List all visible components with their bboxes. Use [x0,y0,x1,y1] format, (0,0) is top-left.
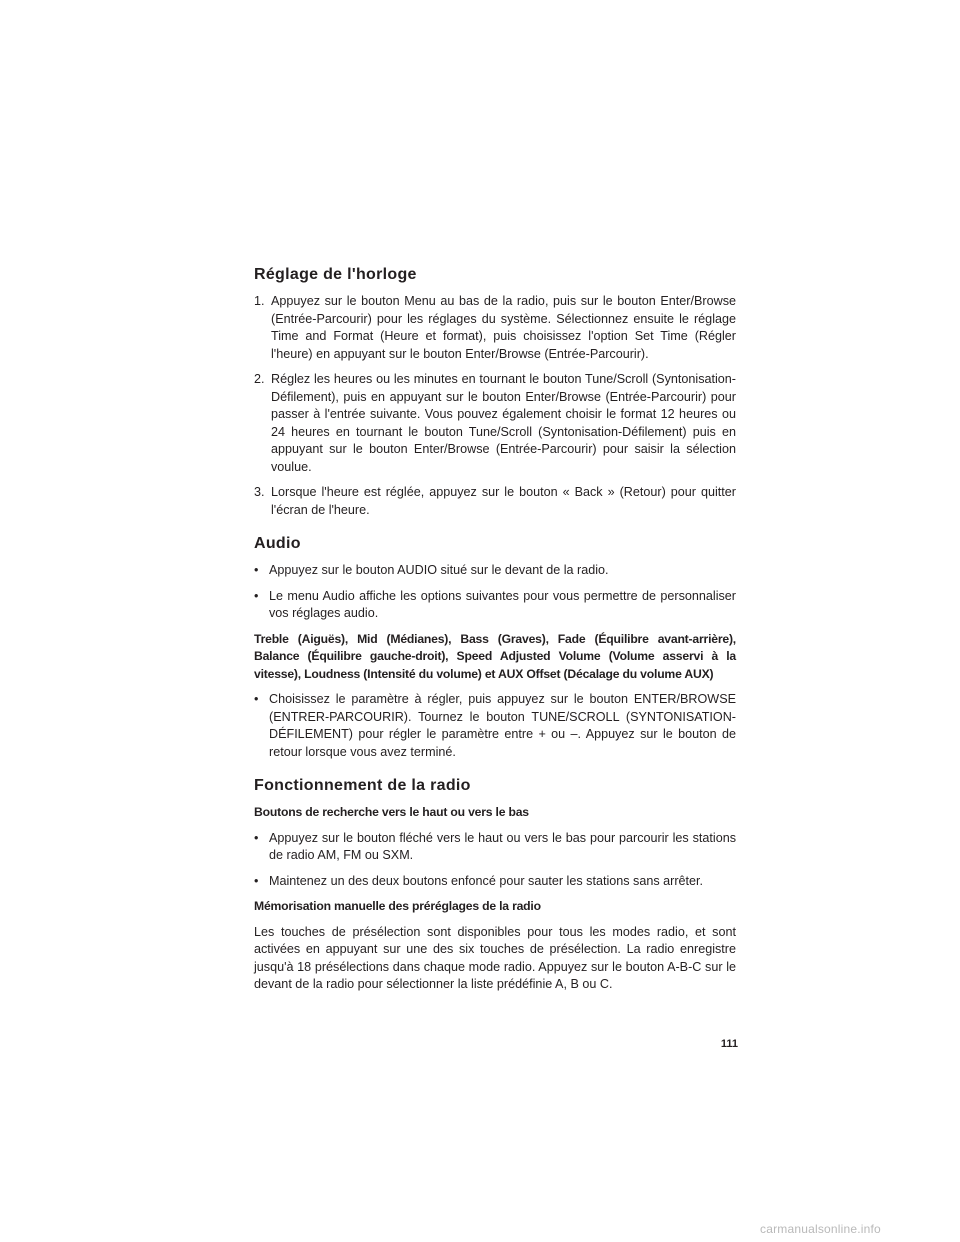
clock-step [254,484,736,519]
step-text: Réglez les heures ou les minutes en tournant le bouton Tune/Scroll (Syntonisation-Défilement), puis en appuyant sur le bouton Enter/Browse (Entrée-Parcourir) pour passer à l'entrée suivante. Vous pouvez également choisir le format 12 heures ou 24 heures en tournant le bouton Tune/Scroll (Syntonisation-Défilement) puis en appuyant sur le bouton Enter/Browse (Entrée-Parcourir) pour saisir la sélection voulue. [271,372,736,474]
radio-heading: Fonctionnement de la radio [254,777,471,794]
step-number: 3. [254,485,265,499]
bullet-icon: • [254,830,259,845]
list-item [254,562,736,580]
audio-heading: Audio [254,535,301,552]
bullet-icon: • [254,873,259,888]
step-number: 2. [254,372,265,386]
step-text: Lorsque l'heure est réglée, appuyez sur le bouton « Back » (Retour) pour quitter l'écran de l'heure. [271,485,736,517]
watermark: carmanualsonline.info [760,1222,881,1236]
clock-step [254,293,736,363]
list-item-text: Appuyez sur le bouton AUDIO situé sur le devant de la radio. [269,563,609,577]
clock-steps [254,293,736,519]
page-content [254,266,736,994]
list-item [254,873,736,891]
list-item [254,691,736,761]
clock-heading: Réglage de l'horloge [254,266,417,283]
bullet-icon: • [254,588,259,603]
presets-paragraph: Les touches de présélection sont disponibles pour tous les modes radio, et sont activées en appuyant sur une des six touches de présélection. La radio enregistre jusqu'à 18 présélections dans chaque mode radio. Appuyez sur le bouton A-B-C sur le devant de la radio pour sélectionner la liste prédéfinie A, B ou C. [254,924,736,991]
presets-subheading: Mémorisation manuelle des préréglages de la radio [254,899,541,913]
list-item-text: Maintenez un des deux boutons enfoncé pour sauter les stations sans arrêter. [269,873,704,888]
seek-subheading: Boutons de recherche vers le haut ou vers le bas [254,805,529,819]
audio-bullets-after [254,691,736,761]
bullet-icon: • [254,563,259,577]
bullet-icon: • [254,692,259,706]
seek-bullets [254,830,736,891]
list-item-text: Le menu Audio affiche les options suivantes pour vous permettre de personnaliser vos réglages audio. [269,588,736,620]
list-item [254,830,736,865]
audio-options-text: Treble (Aiguës), Mid (Médianes), Bass (Graves), Fade (Équilibre avant-arrière), Balance (Équilibre gauche-droit), Speed Adjusted Volume (Volume asservi à la vitesse), Loudness (Intensité du volume) et AUX Offset (Décalage du volume AUX) [254,631,736,681]
step-text: Appuyez sur le bouton Menu au bas de la radio, puis sur le bouton Enter/Browse (Entrée-Parcourir) pour les réglages du système. Sélectionnez ensuite le réglage Time and Format (Heure et format), puis choisissez l'option Set Time (Régler l'heure) en appuyant sur le bouton Enter/Browse (Entrée-Parcourir). [271,294,736,361]
list-item-text: Choisissez le paramètre à régler, puis appuyez sur le bouton ENTER/BROWSE (ENTRER-PARCOURIR). Tournez le bouton TUNE/SCROLL (SYNTONISATION-DÉFILEMENT) pour régler le paramètre entre + ou –. Appuyez sur le bouton de retour lorsque vous avez terminé. [269,692,736,759]
list-item [254,588,736,623]
step-number: 1. [254,294,265,308]
audio-bullets [254,562,736,623]
list-item-text: Appuyez sur le bouton fléché vers le haut ou vers le bas pour parcourir les stations de radio AM, FM ou SXM. [269,830,736,862]
page-number: 111 [720,1038,738,1050]
clock-step [254,371,736,476]
